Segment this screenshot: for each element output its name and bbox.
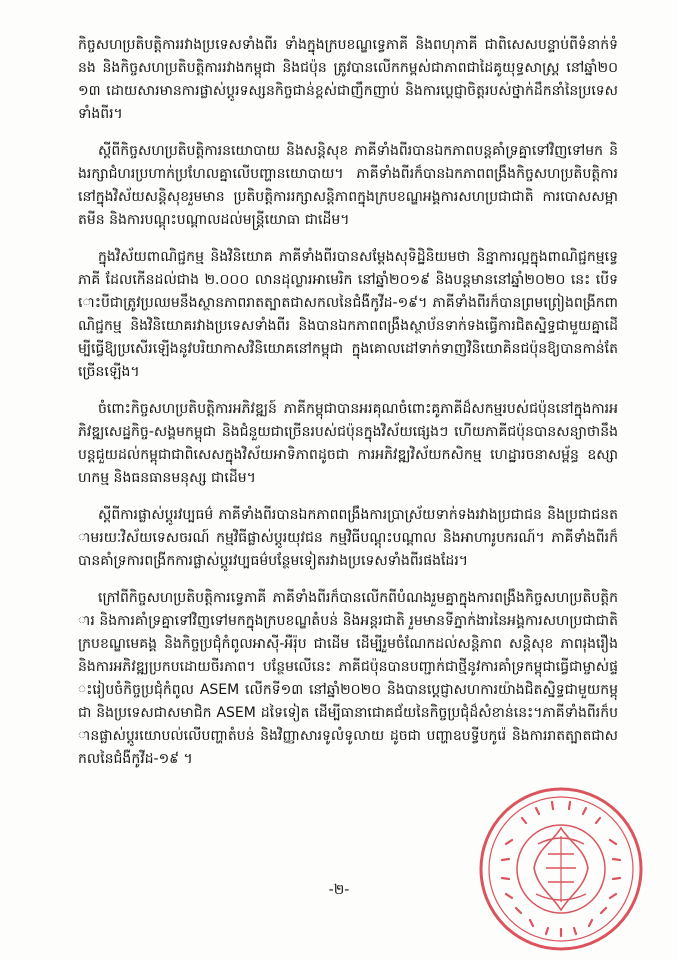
paragraph-2: ស្តីពីកិច្ចសហប្រតិបត្តិការនយោបាយ និងសន្តិសុខ ភាគីទាំងពីរបានឯកភាពបន្តគាំទ្រគ្នាទៅវិញទៅមក និងរក្សាជំហរប្រហាក់ប្រហែលគ្នាលើបញ្ហានយោបាយ។ ភាគីទាំងពីរក៏បានឯកភាពពង្រឹងកិច្ចសហប្រតិបត្តិការនៅក្នុងវិស័យសន្តិសុខរួមមាន ប្រតិបត្តិការរក្សាសន្តិភាពក្នុងក្របខណ្ឌអង្គការសហប្រជាជាតិ ការបោសសម្អាតមីន និងការបណ្តុះបណ្តាលដល់មន្រ្តីយោធា ជាដើម។: [78, 143, 618, 228]
paragraph-1: កិច្ចសហប្រតិបត្តិការរវាងប្រទេសទាំងពីរ ទាំងក្នុងក្របខណ្ឌទ្វេភាគី និងពហុភាគី ជាពិសេសបន្ទាប់ពីទំនាក់ទំនង និងកិច្ចសហប្រតិបត្តិការរវាងកម្ពុជា និងជប៉ុន ត្រូវបានលើកកម្ពស់ជាភាពជាដៃគូយុទ្ធសាស្ត្រ នៅឆ្នាំ២០១៣ ដោយសារមានការផ្លាស់ប្តូរទស្សនកិច្ចជាន់ខ្ពស់ជាញឹកញាប់ និងការប្តេជ្ញាចិត្តរបស់ថ្នាក់ដឹកនាំនៃប្រទេសទាំងពីរ។: [78, 37, 618, 122]
document-body: [78, 34, 618, 785]
official-seal-stamp: [476, 784, 646, 954]
paragraph-4: ចំពោះកិច្ចសហប្រតិបត្តិការអភិវឌ្ឍន៍ ភាគីកម្ពុជាបានអរគុណចំពោះគូភាគីដ៏សកម្មរបស់ជប៉ុននៅក្នុងការអភិវឌ្ឍសេដ្ឋកិច្ច-សង្គមកម្ពុជា និងជំនួយជាច្រើនរបស់ជប៉ុនក្នុងវិស័យផ្សេងៗ ហើយភាគីជប៉ុនបានសន្យាថានឹងបន្តជួយដល់កម្ពុជាជាពិសេសក្នុងវិស័យអាទិភាពដូចជា ការអភិវឌ្ឍវិស័យកសិកម្ម ហេដ្ឋារចនាសម្ព័ន្ធ ឧស្សាហកម្ម និងធនធានមនុស្ស ជាដើម។: [78, 401, 618, 486]
paragraph-5: ស្តីពីការផ្លាស់ប្តូរវប្បធម៌ ភាគីទាំងពីរបានឯកភាពពង្រឹងការប្រាស្រ័យទាក់ទងរវាងប្រជាជន និងប្រជាជនតាមរយៈវិស័យទេសចរណ៍ កម្មវិធីផ្លាស់ប្តូរយុវជន កម្មវិធីបណ្តុះបណ្តាល និងអាហារូបករណ៍។ ភាគីទាំងពីរក៏បានគាំទ្រការពង្រីកការផ្លាស់ប្តូរវប្បធម៌បន្ថែមទៀតរវាងប្រទេសទាំងពីរផងដែរ។: [78, 507, 618, 569]
page-number: -២-: [328, 882, 350, 898]
paragraph-3: ក្នុងវិស័យពាណិជ្ជកម្ម និងវិនិយោគ ភាគីទាំងពីរបានសម្តែងសុទិដ្ឋិនិយមថា និន្នាការល្អក្នុងពាណិជ្ជកម្មទ្វេភាគី ដែលកើនដល់ជាង ២.០០០ លានដុល្លារអាមេរិក នៅឆ្នាំ២០១៩ និងបន្តមាននៅឆ្នាំ២០២០ នេះ បើទោះបីជាត្រូវប្រឈមនឹងស្ថានភាពរាតត្បាតជាសកលនៃជំងឺកូវីដ-១៩។ ភាគីទាំងពីរក៏បានព្រមព្រៀងពង្រីកពាណិជ្ជកម្ម និងវិនិយោគរវាងប្រទេសទាំងពីរ និងបានឯកភាពពង្រឹងស្ថាប័នទាក់ទងធ្វើការជិតស្និទ្ធជាមួយគ្នាដើម្បីធ្វើឱ្យប្រសើរឡើងនូវបរិយាកាសវិនិយោគនៅកម្ពុជា ក្នុងគោលដៅទាក់ទាញវិនិយោគិនជប៉ុនឱ្យបានកាន់តែច្រើនឡើង។: [78, 249, 618, 380]
paragraph-6: ក្រៅពីកិច្ចសហប្រតិបត្តិការទ្វេភាគី ភាគីទាំងពីរក៏បានលើកពីបំណងរួមគ្នាក្នុងការពង្រឹងកិច្ចសហប្រតិបត្តិការ និងការគាំទ្រគ្នាទៅវិញទៅមកក្នុងក្របខណ្ឌតំបន់ និងអន្តរជាតិ រួមមានទីភ្នាក់ងារនៃអង្គការសហប្រជាជាតិ ក្របខណ្ឌមេគង្គ និងកិច្ចប្រជុំកំពូលអាស៊ី-អឺរ៉ុប ជាដើម ដើម្បីរួមចំណែកដល់សន្តិភាព សន្តិសុខ ភាពរុងរឿង និងការអភិវឌ្ឍប្រកបដោយចីរភាព។ បន្ថែមលើនេះ ភាគីជប៉ុនបានបញ្ជាក់ជាថ្មីនូវការគាំទ្រកម្ពុជាធ្វើជាម្ចាស់ផ្ទះរៀបចំកិច្ចប្រជុំកំពូល ASEM លើកទី១៣ នៅឆ្នាំ២០២០ និងបានប្តេជ្ញាសហការយ៉ាងជិតស្និទ្ធជាមួយកម្ពុជា និងប្រទេសជាសមាជិក ASEM ដទៃទៀត ដើម្បីធានាជោគជ័យនៃកិច្ចប្រជុំដ៏សំខាន់នេះ។ភាគីទាំងពីរក៏បានផ្លាស់ប្តូរយោបល់លើបញ្ហាតំបន់ និងវិញ្ញាសារទូលំទូលាយ ដូចជា បញ្ហាឧបទ្វីបកូរ៉េ និងការរាតត្បាតជាសកលនៃជំងឺកូវីដ-១៩ ។: [78, 590, 618, 767]
